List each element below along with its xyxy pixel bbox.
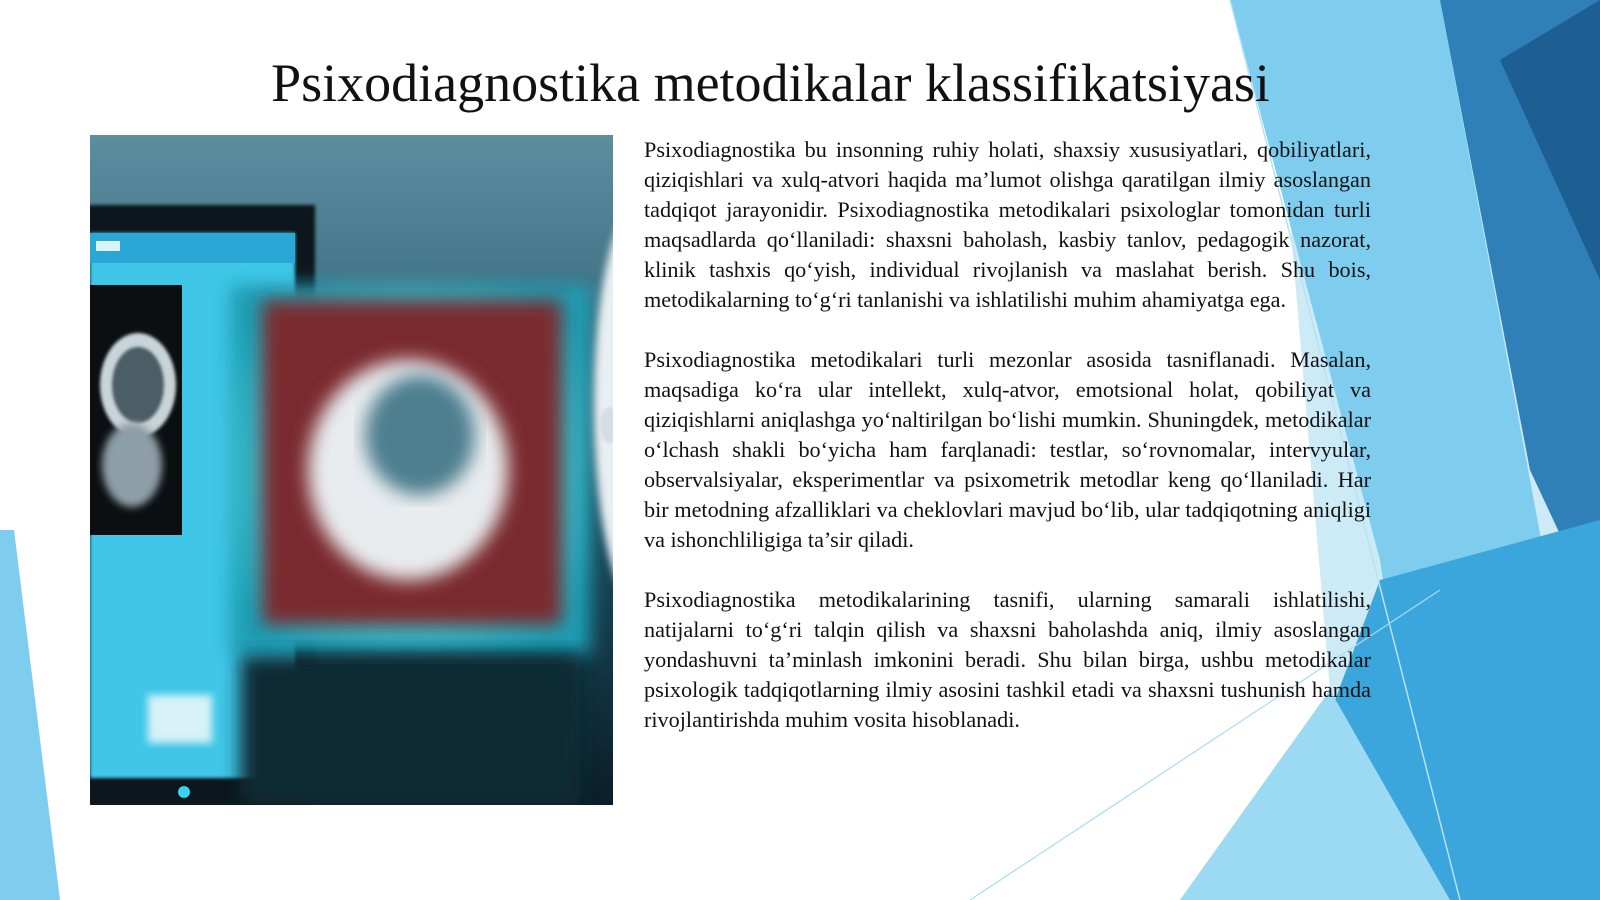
paragraph-2: Psixodiagnostika metodikalari turli mezonlar asosida tasniflanadi. Masalan, maqsadiga ko‘ra ular intellekt, xulq-atvor, emotsional holat, qobiliyat va qiziqishlarni aniqlashga yo‘naltirilgan bo‘lishi mumkin. Shuningdek, metodikalar o‘lchash shakli bo‘yicha ham farqlanadi: testlar, so‘rovnomalar, intervyular, observalsiyalar, eksperimentlar va psixometrik metodlar keng qo‘llaniladi. Har bir metodning afzalliklari va cheklovlari mavjud bo‘lib, ular tadqiqotning aniqligi va ishonchliligiga ta’sir qiladi. (644, 347, 1371, 552)
slide-title: Psixodiagnostika metodikalar klassifikatsiyasi (271, 53, 1270, 113)
paragraph-3: Psixodiagnostika metodikalarining tasnifi, ularning samarali ishlatilishi, natijalarni to‘g‘ri talqin qilish va shaxsni baholashda aniq, ilmiy asoslangan yondashuvni ta’minlash imkonini beradi. Shu bilan birga, ushbu metodikalar psixologik tadqiqotlarning ilmiy asosini tashkil etadi va shaxsni tushunish hamda rivojlantirishda muhim vosita hisoblanadi. (644, 587, 1371, 732)
slide-photo (90, 135, 613, 805)
paragraph-1: Psixodiagnostika bu insonning ruhiy holati, shaxsiy xususiyatlari, qobiliyatlari, qiziqishlari va xulq-atvori haqida ma’lumot olishga qaratilgan ilmiy asoslangan tadqiqot jarayonidir. Psixodiagnostika metodikalari psixologlar tomonidan turli maqsadlarda qo‘llaniladi: shaxsni baholash, kasbiy tanlov, pedagogik nazorat, klinik tashxis qo‘yish, individual rivojlanish va maslahat berish. Shu bois, metodikalarning to‘g‘ri tanlanishi va ishlatilishi muhim ahamiyatga ega. (644, 137, 1371, 312)
body-text (644, 135, 1371, 765)
medical-monitor-photo (90, 135, 613, 805)
facet-left (0, 530, 60, 900)
